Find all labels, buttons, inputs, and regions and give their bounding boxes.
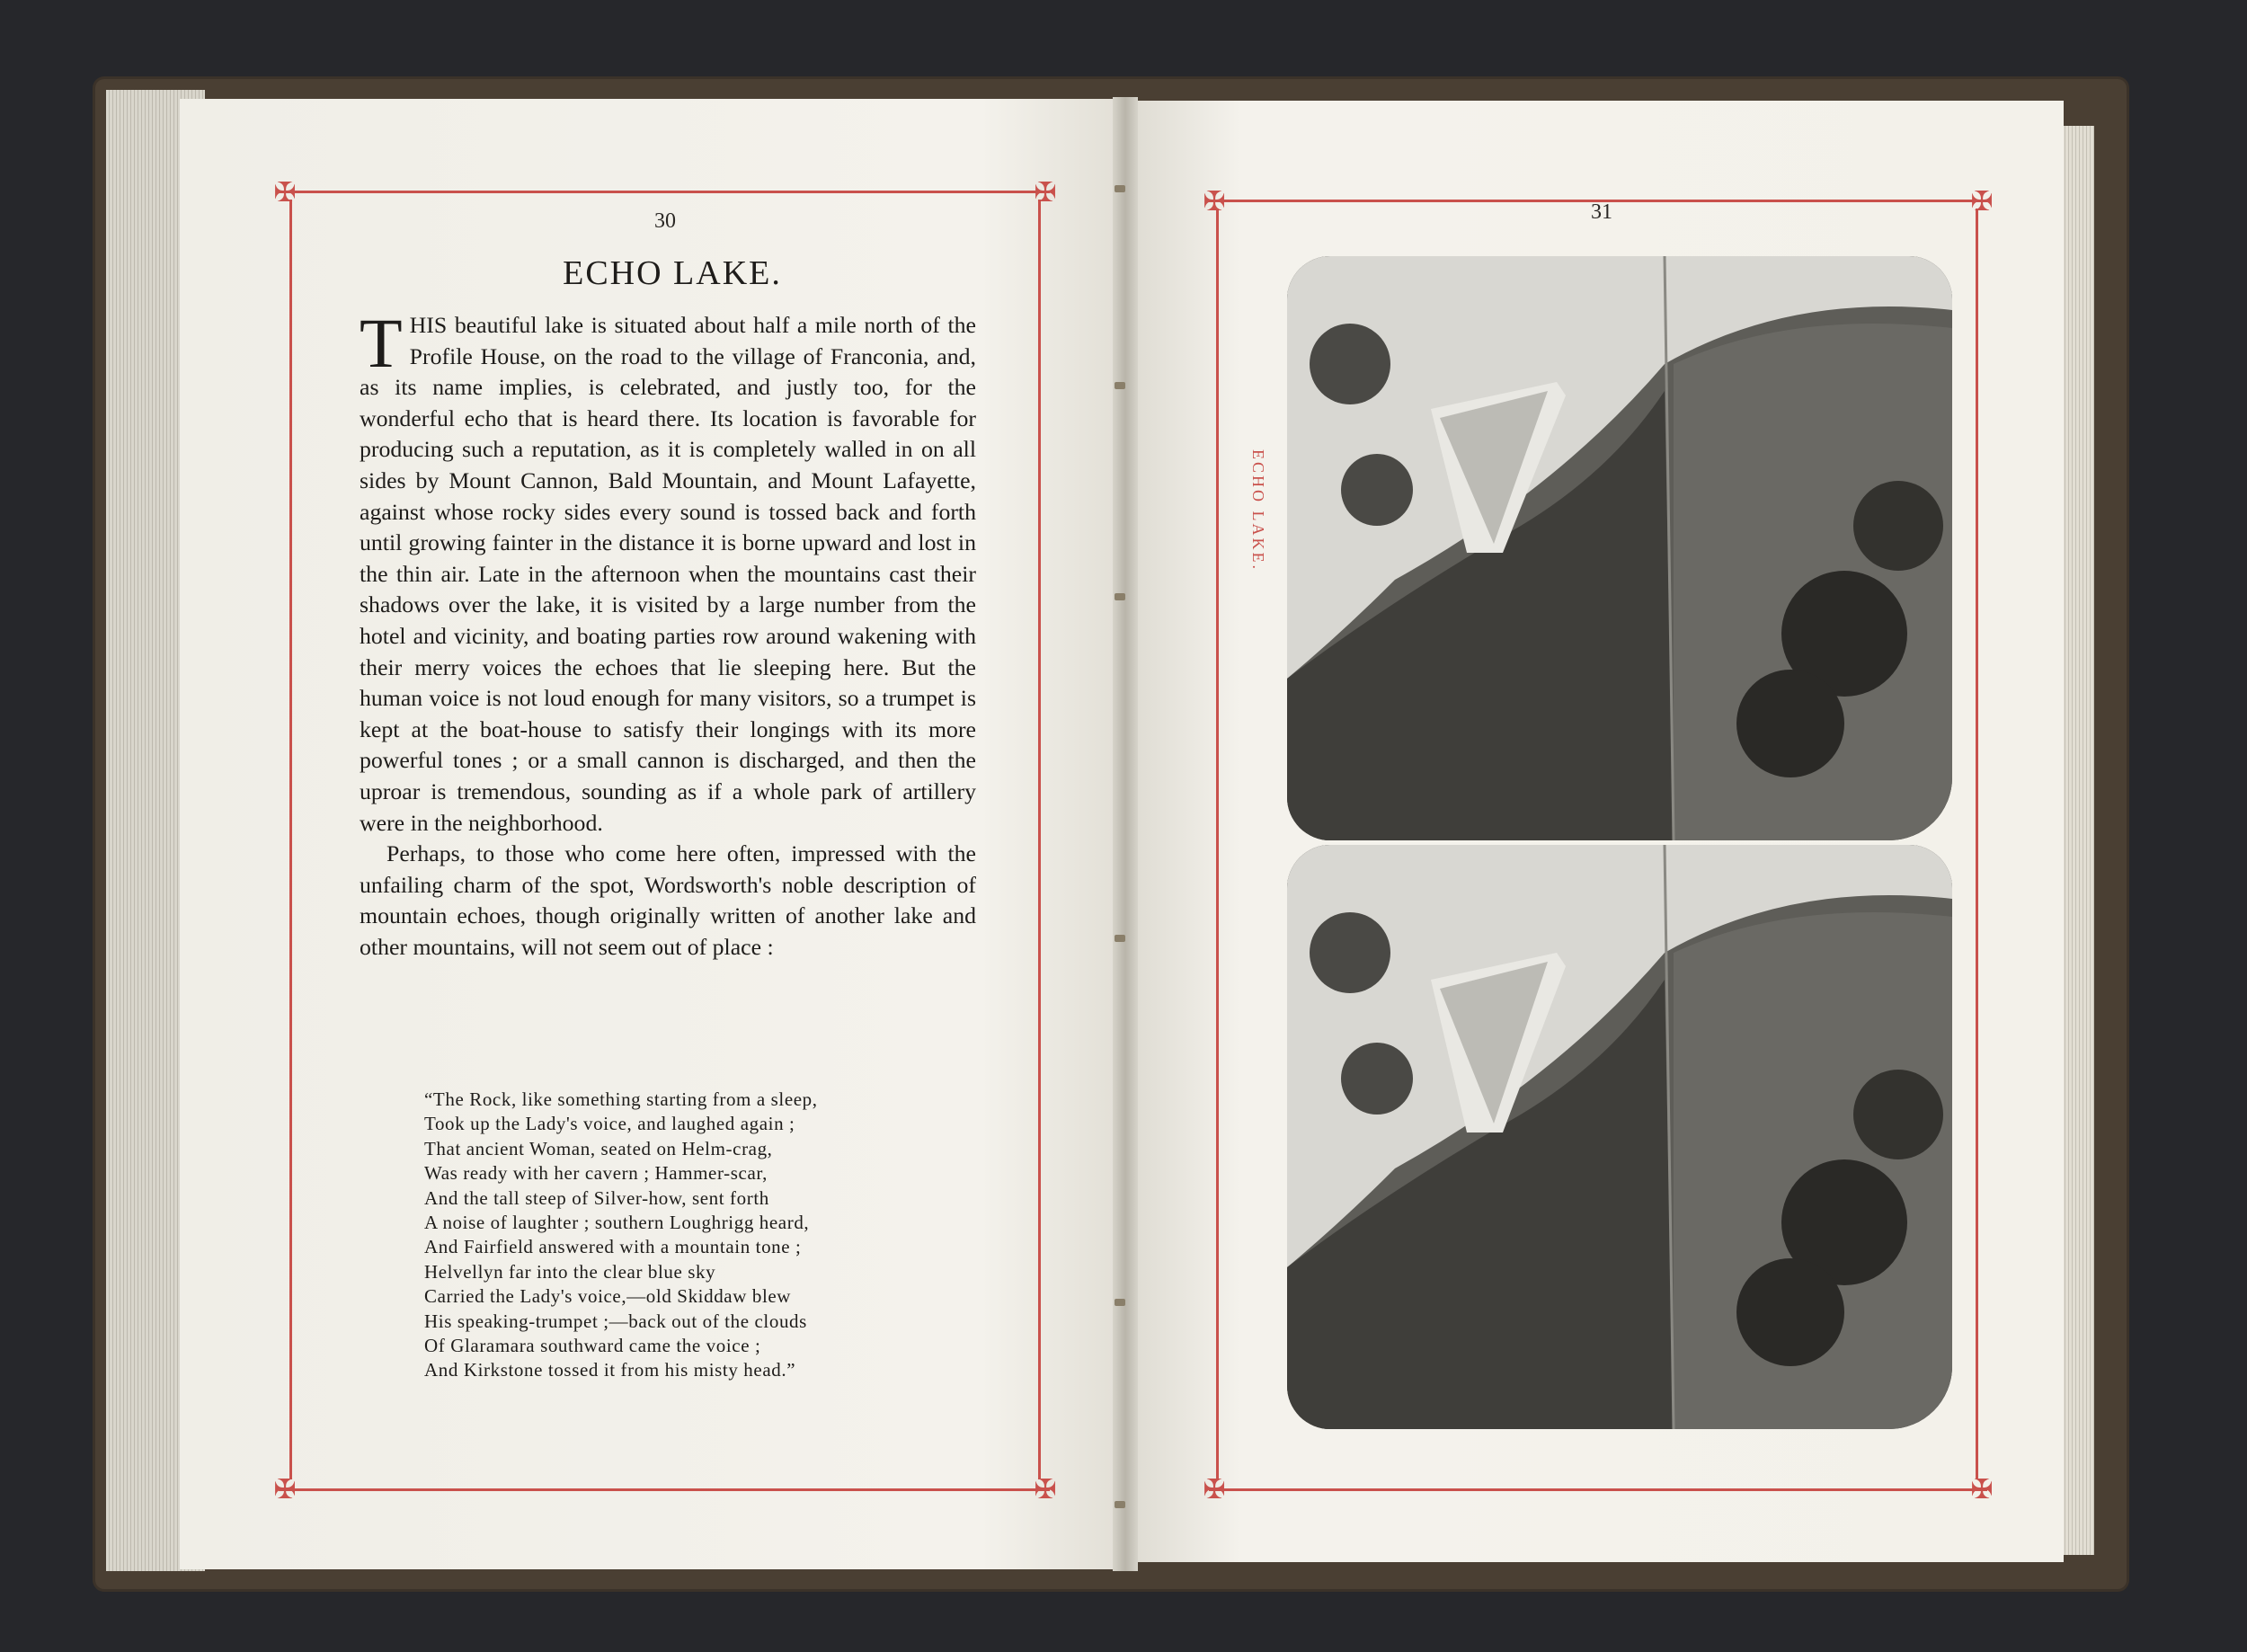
- book-gutter: [1113, 97, 1138, 1571]
- paragraph-1: THIS beautiful lake is situated about half a mile north of the Profile House, on the road to the village of Franconia, and, as its name implies, is celebrated, and justly too, for the wonderful echo that is heard there. Its location is favorable for producing such a reputation, as it is completely walled in on all sides by Mount Cannon, Bald Mountain, and Mount Lafayette, against whose rocky sides every sound is tossed back and forth until growing fainter in the distance it is borne upward and lost in the thin air. Late in the afternoon when the mountains cast their shadows over the lake, it is visited by a large number from the hotel and vicinity, and boating parties row around wakening with their merry voices the echoes that lie sleeping here. But the human voice is not loud enough for many visitors, so a trumpet is kept at the boat-house to satisfy their longings with its more powerful tones ; or a small cannon is discharged, and then the uproar is tremendous, sounding as if a whole park of artillery were in the neighborhood.: [360, 304, 976, 836]
- poem-line: And Fairfield answered with a mountain tone ;: [424, 1236, 802, 1258]
- binding-stitch: [1115, 185, 1125, 192]
- page-number-left: 30: [654, 209, 676, 233]
- paragraph-2: Perhaps, to those who come here often, impressed with the unfailing charm of the spot, Wordsworth's noble description of mountain echoes, though originally written of another lake and other mountains, will not seem out of place :: [360, 840, 976, 960]
- poem-line: Helvellyn far into the clear blue sky: [424, 1260, 716, 1283]
- corner-ornament-icon: ✠: [1034, 1474, 1057, 1505]
- poem-line: His speaking-trumpet ;—back out of the clouds: [424, 1310, 807, 1332]
- poem-line: And the tall steep of Silver-how, sent forth: [424, 1186, 769, 1209]
- binding-stitch: [1115, 382, 1125, 389]
- poem-line: “The Rock, like something starting from a sleep,: [424, 1088, 818, 1110]
- corner-ornament-icon: ✠: [1203, 186, 1226, 218]
- binding-stitch: [1115, 935, 1125, 942]
- poem-line: Of Glaramara southward came the voice ;: [424, 1335, 761, 1357]
- corner-ornament-icon: ✠: [1970, 186, 1994, 218]
- page-title: ECHO LAKE.: [563, 254, 782, 292]
- poem-line: And Kirkstone tossed it from his misty head.”: [424, 1359, 796, 1381]
- poem-quotation: [424, 1088, 964, 1383]
- stereo-photo-top: [1287, 256, 1952, 840]
- poem-line: That ancient Woman, seated on Helm-crag,: [424, 1137, 773, 1159]
- poem-line: Carried the Lady's voice,—old Skiddaw blew: [424, 1285, 792, 1308]
- corner-ornament-icon: ✠: [1034, 177, 1057, 209]
- poem-line: A noise of laughter ; southern Loughrigg heard,: [424, 1212, 810, 1234]
- side-caption: ECHO LAKE.: [1249, 449, 1267, 572]
- page-number-right: 31: [1591, 200, 1612, 224]
- poem-line: Took up the Lady's voice, and laughed again ;: [424, 1113, 795, 1135]
- corner-ornament-icon: ✠: [273, 1474, 297, 1505]
- page-edges-right: [2058, 126, 2094, 1555]
- drop-cap: T: [360, 304, 403, 382]
- corner-ornament-icon: ✠: [273, 177, 297, 209]
- article-body: [360, 304, 976, 963]
- binding-stitch: [1115, 593, 1125, 600]
- corner-ornament-icon: ✠: [1203, 1474, 1226, 1505]
- binding-stitch: [1115, 1501, 1125, 1508]
- stereo-photo-bottom: [1287, 845, 1952, 1429]
- corner-ornament-icon: ✠: [1970, 1474, 1994, 1505]
- poem-line: Was ready with her cavern ; Hammer-scar,: [424, 1162, 768, 1185]
- binding-stitch: [1115, 1299, 1125, 1306]
